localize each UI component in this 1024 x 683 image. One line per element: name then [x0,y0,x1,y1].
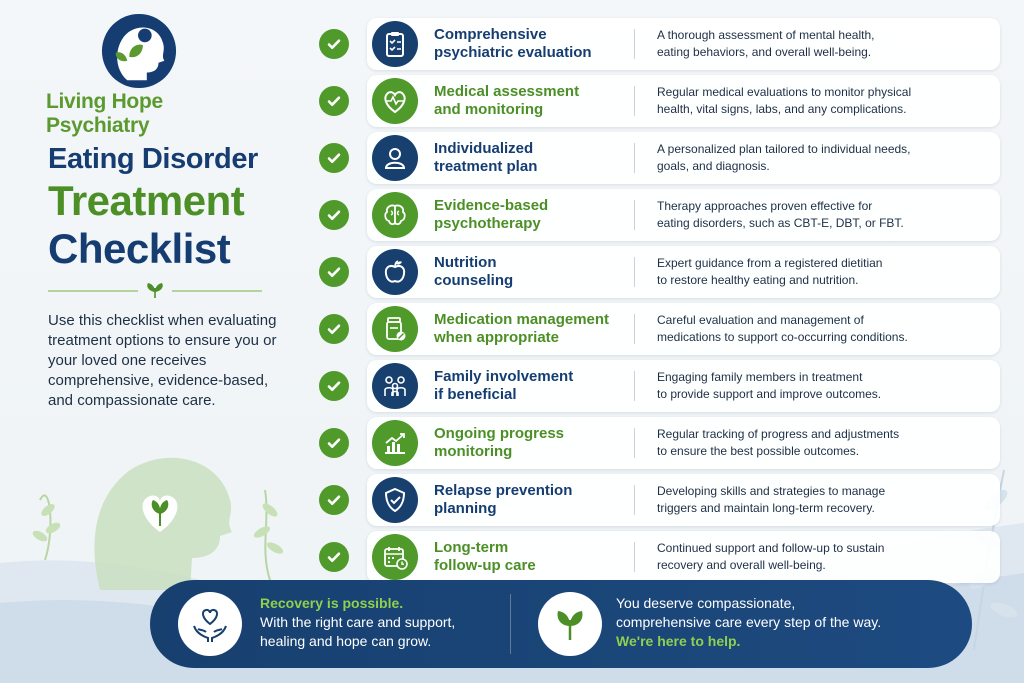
item-divider [634,542,635,572]
checklist-item [310,246,1000,298]
item-description [657,369,1000,403]
brand-name: Living Hope Psychiatry [46,90,163,137]
head-with-leaf-logo [100,12,178,90]
footer-left-heading: Recovery is possible. [260,595,404,611]
item-description-line-2: goals, and diagnosis. [657,159,770,173]
item-title-line-2: monitoring [434,443,513,460]
item-description [657,84,1000,118]
checklist-card [367,303,1000,355]
checkmark-icon [319,314,349,344]
checklist-card [367,474,1000,526]
item-description [657,198,1000,232]
checkmark-icon [319,200,349,230]
checklist-item [310,474,1000,526]
item-description [657,426,1000,460]
item-title [434,425,634,461]
footer-right-line-1: You deserve compassionate, [616,595,796,611]
item-divider [634,485,635,515]
footer-banner [150,580,972,668]
footer-right-line-2: comprehensive care every step of the way. [616,614,882,630]
checkmark-icon [319,485,349,515]
item-description-line-1: Expert guidance from a registered dietitian [657,256,883,270]
item-description-line-2: recovery and overall well-being. [657,558,826,572]
checklist-card [367,132,1000,184]
item-title-line-2: psychiatric evaluation [434,44,592,61]
item-description [657,141,1000,175]
item-title-line-2: treatment plan [434,158,538,175]
item-description-line-1: Therapy approaches proven effective for [657,199,873,213]
item-title-line-1: Medication management [434,311,610,328]
item-description-line-2: triggers and maintain long-term recovery. [657,501,875,515]
item-description-line-2: eating disorders, such as CBT-E, DBT, or FBT. [657,216,904,230]
checkmark-icon [319,86,349,116]
item-title-line-1: Ongoing progress [434,425,565,442]
checklist-card [367,189,1000,241]
checkmark-icon [319,29,349,59]
item-title-line-2: planning [434,500,497,517]
checklist-item [310,75,1000,127]
item-divider [634,257,635,287]
item-title [434,311,634,347]
item-title [434,83,634,119]
item-description-line-1: Regular medical evaluations to monitor physical [657,85,912,99]
family-icon [372,363,418,409]
checkmark-icon [319,542,349,572]
item-title [434,482,634,518]
item-description-line-2: health, vital signs, labs, and any complications. [657,102,907,116]
item-description-line-1: Regular tracking of progress and adjustments [657,427,900,441]
item-title [434,368,634,404]
item-title-line-1: Long-term [434,539,509,556]
item-description-line-1: Continued support and follow-up to sustain [657,541,885,555]
item-description-line-2: to restore healthy eating and nutrition. [657,273,859,287]
checklist-item [310,417,1000,469]
item-title-line-1: Individualized [434,140,534,157]
checkmark-icon [319,143,349,173]
person-icon [372,135,418,181]
heart-pulse-icon [372,78,418,124]
item-title-line-1: Nutrition [434,254,497,271]
heart-in-hands-icon [178,592,242,656]
footer-left-line-1: With the right care and support, [260,614,456,630]
checkmark-icon [319,371,349,401]
item-title-line-2: if beneficial [434,386,517,403]
apple-icon [372,249,418,295]
item-title-line-2: psychotherapy [434,215,541,232]
item-title [434,197,634,233]
checklist [310,18,1000,588]
calendar-clock-icon [372,534,418,580]
checklist-card [367,246,1000,298]
checklist-item [310,189,1000,241]
shield-check-icon [372,477,418,523]
item-title [434,26,634,62]
item-title-line-2: when appropriate [434,329,560,346]
item-title-line-1: Evidence-based [434,197,549,214]
checklist-card [367,531,1000,583]
item-description-line-1: Careful evaluation and management of [657,313,864,327]
title-line-1: Eating Disorder [48,143,258,175]
chart-growth-icon [372,420,418,466]
item-divider [634,428,635,458]
item-description-line-2: to provide support and improve outcomes. [657,387,882,401]
item-title [434,140,634,176]
leaf-divider [48,282,262,300]
checkmark-icon [319,428,349,458]
item-title [434,539,634,575]
item-title-line-1: Comprehensive [434,26,547,43]
clipboard-icon [372,21,418,67]
item-divider [634,371,635,401]
pill-bottle-icon [372,306,418,352]
item-description-line-2: medications to support co-occurring conditions. [657,330,908,344]
item-divider [634,29,635,59]
checklist-card [367,417,1000,469]
brain-icon [372,192,418,238]
item-description-line-1: Engaging family members in treatment [657,370,863,384]
item-title [434,254,634,290]
title-line-3: Checklist [48,225,231,272]
item-title-line-2: and monitoring [434,101,544,118]
item-description [657,540,1000,574]
item-title-line-1: Family involvement [434,368,574,385]
checklist-item [310,303,1000,355]
checklist-card [367,360,1000,412]
checklist-item [310,531,1000,583]
footer-divider [510,594,511,654]
item-divider [634,200,635,230]
item-description [657,312,1000,346]
item-divider [634,314,635,344]
item-title-line-2: counseling [434,272,514,289]
item-description-line-2: eating behaviors, and overall well-being. [657,45,872,59]
item-description-line-1: Developing skills and strategies to manage [657,484,886,498]
checklist-card [367,18,1000,70]
item-title-line-1: Medical assessment [434,83,580,100]
checklist-item [310,132,1000,184]
item-title-line-2: follow-up care [434,557,536,574]
item-divider [634,143,635,173]
checklist-card [367,75,1000,127]
checklist-item [310,360,1000,412]
item-divider [634,86,635,116]
intro-text: Use this checklist when evaluating treatment options to ensure you or your loved one receives comprehensive, evidence-based, and compassionate care. [48,312,277,409]
footer-left-line-2: healing and hope can grow. [260,633,432,649]
footer-right-text [616,594,926,651]
item-title-line-1: Relapse prevention [434,482,573,499]
item-description-line-1: A personalized plan tailored to individual needs, [657,142,911,156]
head-silhouette-illustration [20,440,290,590]
item-description [657,483,1000,517]
checkmark-icon [319,257,349,287]
item-description [657,255,1000,289]
title-line-2: Treatment [48,177,245,224]
footer-left-text [260,594,500,651]
item-description-line-2: to ensure the best possible outcomes. [657,444,860,458]
item-description-line-1: A thorough assessment of mental health, [657,28,875,42]
sprout-icon [538,592,602,656]
footer-right-heading: We're here to help. [616,633,741,649]
checklist-item [310,18,1000,70]
item-description [657,27,1000,61]
